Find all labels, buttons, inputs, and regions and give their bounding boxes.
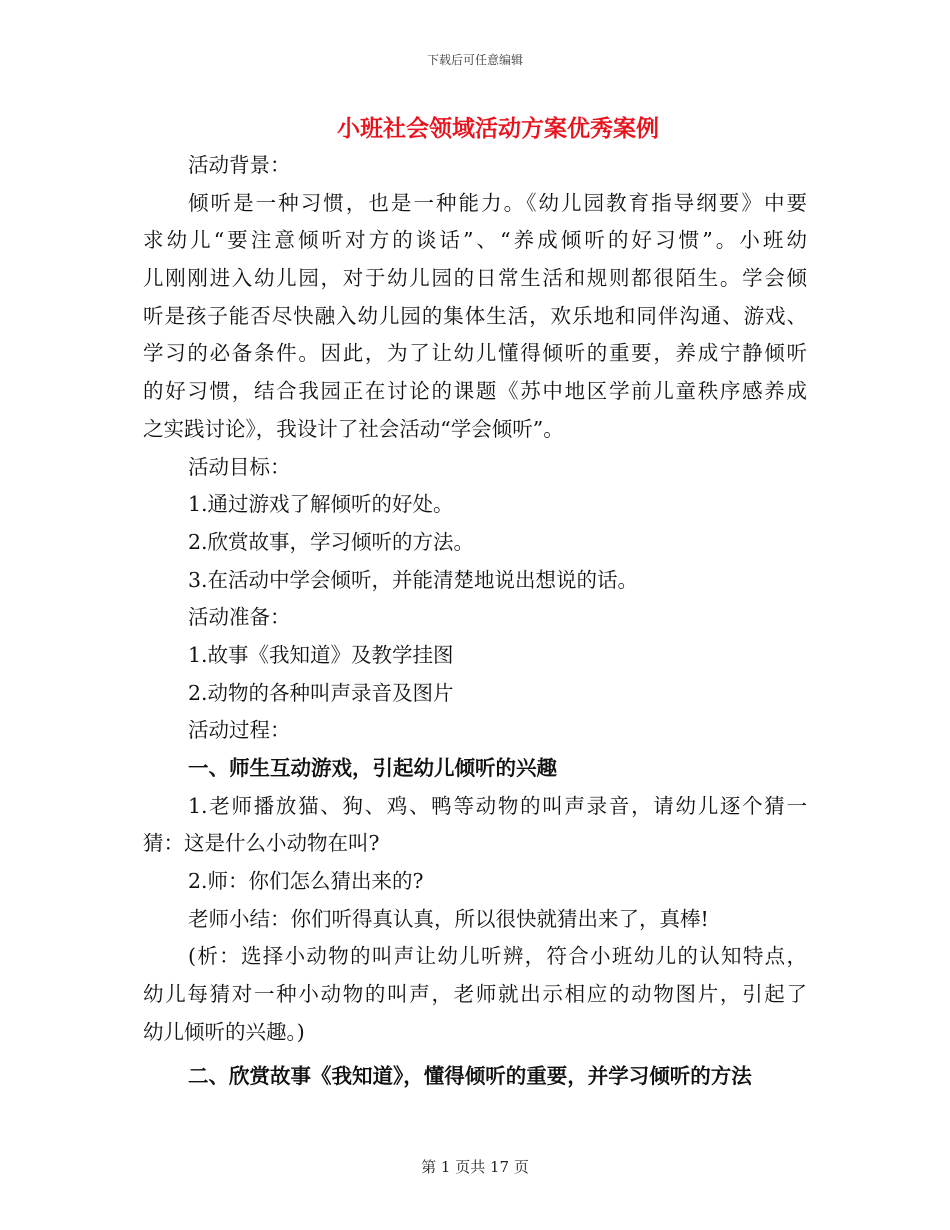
- paragraph-line: 的好习惯，结合我园正在讨论的课题《苏中地区学前儿童秩序感养成: [143, 379, 807, 404]
- paragraph-line: 2.师：你们怎么猜出来的?: [188, 869, 424, 894]
- goal-item: 1.通过游戏了解倾听的好处。: [188, 492, 454, 517]
- paragraph-line: 老师小结：你们听得真认真，所以很快就猜出来了，真棒!: [188, 906, 709, 931]
- paragraph-line: 之实践讨论》，我设计了社会活动“学会倾听”。: [143, 416, 564, 441]
- step-heading-one: 一、师生互动游戏，引起幼儿倾听的兴趣: [188, 756, 557, 780]
- paragraph-line: 学习的必备条件。因此，为了让幼儿懂得倾听的重要，养成宁静倾听: [143, 341, 807, 366]
- page-number-footer: 第 1 页共 17 页: [421, 1158, 529, 1176]
- goal-item: 3.在活动中学会倾听，并能清楚地说出想说的话。: [188, 567, 639, 592]
- preparation-item: 2.动物的各种叫声录音及图片: [188, 680, 454, 705]
- paragraph-line: 猜：这是什么小动物在叫?: [143, 831, 380, 856]
- paragraph-line: 儿刚刚进入幼儿园，对于幼儿园的日常生活和规则都很陌生。学会倾: [143, 266, 807, 291]
- analysis-line: (析：选择小动物的叫声让幼儿听辨，符合小班幼儿的认知特点，: [188, 944, 807, 969]
- section-heading-goals: 活动目标：: [188, 454, 291, 479]
- analysis-line: 幼儿倾听的兴趣。): [143, 1019, 305, 1044]
- paragraph-line: 听是孩子能否尽快融入幼儿园的集体生活，欢乐地和同伴沟通、游戏、: [143, 303, 807, 328]
- preparation-item: 1.故事《我知道》及教学挂图: [188, 642, 454, 667]
- document-title: 小班社会领域活动方案优秀案例: [337, 115, 659, 142]
- section-heading-process: 活动过程：: [188, 718, 291, 743]
- paragraph-line: 1.老师播放猫、狗、鸡、鸭等动物的叫声录音，请幼儿逐个猜一: [188, 793, 807, 818]
- paragraph-line: 倾听是一种习惯，也是一种能力。《幼儿园教育指导纲要》中要: [188, 190, 807, 215]
- analysis-line: 幼儿每猜对一种小动物的叫声，老师就出示相应的动物图片，引起了: [143, 982, 807, 1007]
- step-heading-two: 二、欣赏故事《我知道》，懂得倾听的重要，并学习倾听的方法: [188, 1063, 752, 1088]
- document-body: [143, 147, 807, 1095]
- page-header-note: 下载后可任意编辑: [426, 53, 523, 67]
- goal-item: 2.欣赏故事，学习倾听的方法。: [188, 529, 475, 554]
- section-heading-background: 活动背景：: [188, 153, 291, 177]
- paragraph-line: 求幼儿“要注意倾听对方的谈话”、“养成倾听的好习惯”。小班幼: [143, 228, 807, 253]
- section-heading-preparation: 活动准备：: [188, 605, 291, 630]
